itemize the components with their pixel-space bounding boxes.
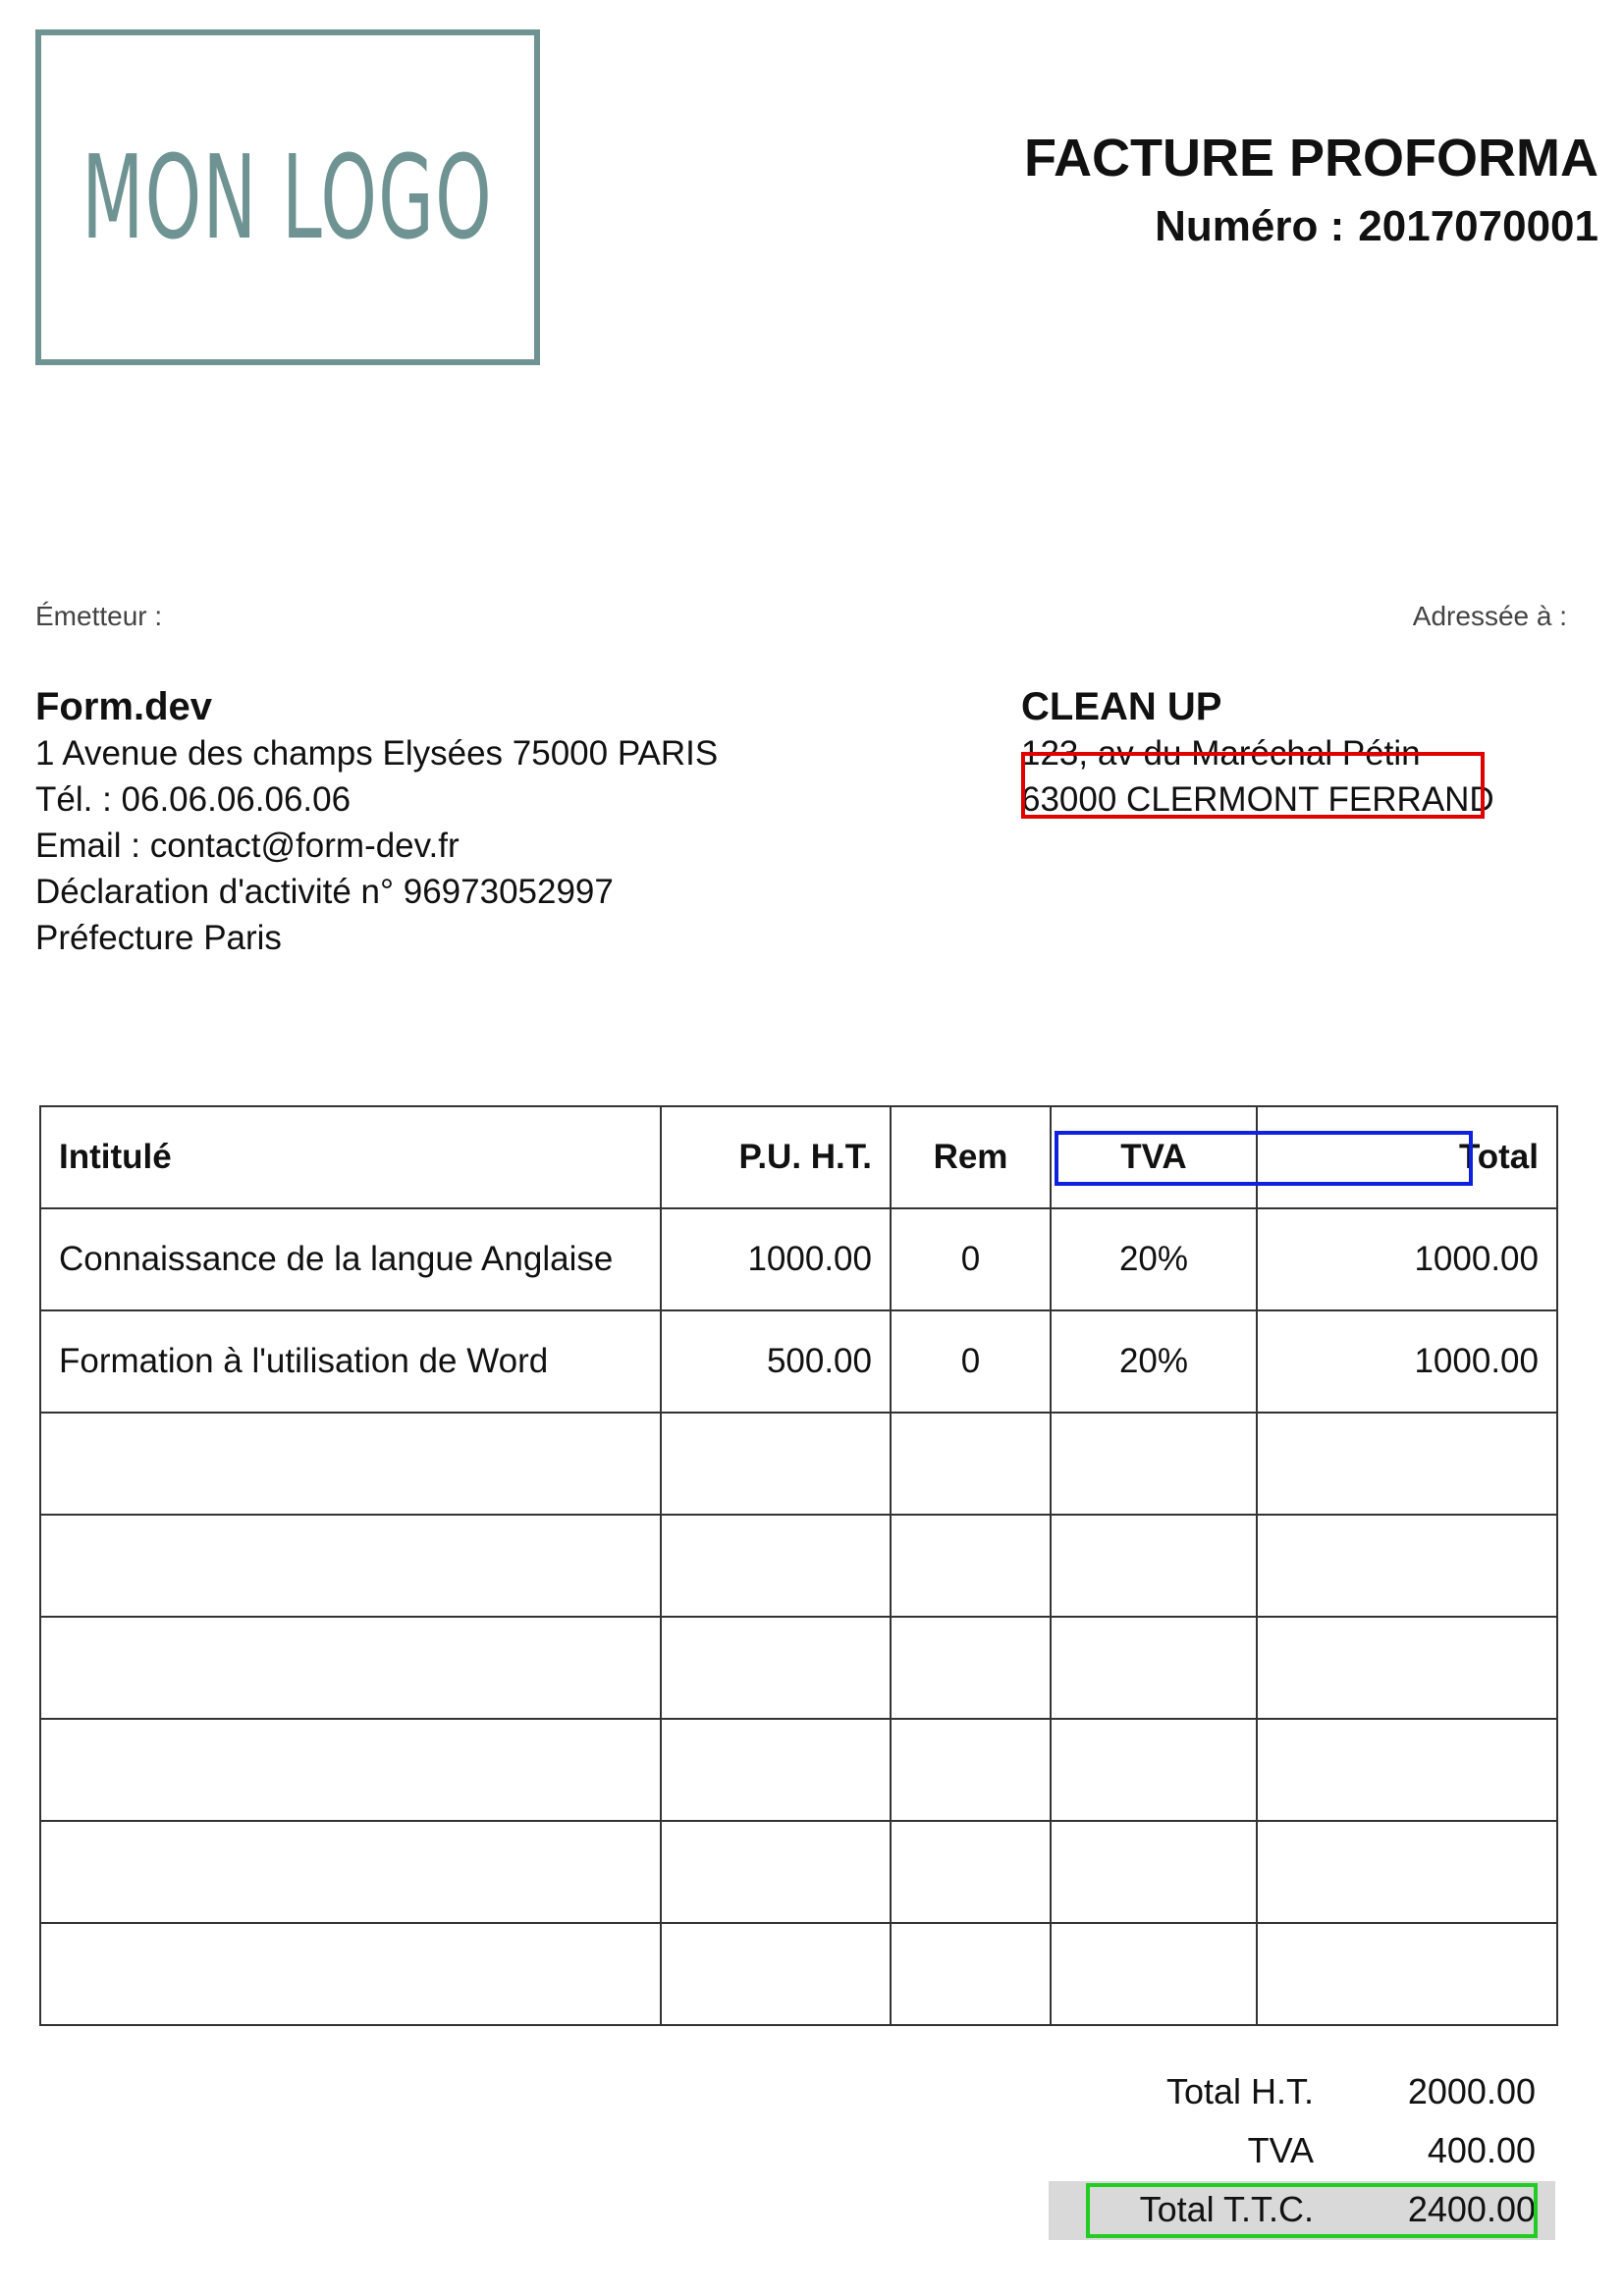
- cell-total: 1000.00: [1257, 1208, 1557, 1310]
- cell-puht: [661, 1413, 891, 1515]
- sender-prefecture: Préfecture Paris: [35, 919, 282, 957]
- cell-puht: 1000.00: [661, 1208, 891, 1310]
- table-row: [40, 1821, 1557, 1923]
- cell-tva: [1051, 1923, 1257, 2025]
- document-number-label: Numéro :: [1155, 202, 1345, 250]
- header-total: Total: [1257, 1106, 1557, 1208]
- total-tva-value: 400.00: [1427, 2130, 1536, 2170]
- header-intitule: Intitulé: [40, 1106, 661, 1208]
- logo-text: MON LOGO: [81, 130, 494, 265]
- cell-tva: [1051, 1413, 1257, 1515]
- cell-tva: [1051, 1821, 1257, 1923]
- cell-total: [1257, 1923, 1557, 2025]
- cell-total: [1257, 1617, 1557, 1719]
- table-row: [40, 1310, 1557, 1413]
- cell-tva: [1051, 1515, 1257, 1617]
- table-row: [40, 1208, 1557, 1310]
- recipient-city: 63000 CLERMONT FERRAND: [1021, 780, 1494, 819]
- table-row: [40, 1413, 1557, 1515]
- cell-tva: 20%: [1051, 1310, 1257, 1413]
- header-tva: TVA: [1051, 1106, 1257, 1208]
- total-ttc-value: 2400.00: [1407, 2189, 1536, 2229]
- sender-declaration: Déclaration d'activité n° 96973052997: [35, 873, 614, 911]
- total-ht-value: 2000.00: [1407, 2071, 1536, 2111]
- cell-tva: [1051, 1617, 1257, 1719]
- sender-name: Form.dev: [35, 685, 213, 728]
- document-title: FACTURE PROFORMA: [1024, 129, 1598, 187]
- total-tva-row: [1049, 2122, 1555, 2181]
- cell-puht: 500.00: [661, 1310, 891, 1413]
- cell-rem: [891, 1515, 1051, 1617]
- cell-total: [1257, 1515, 1557, 1617]
- cell-intitule: [40, 1923, 661, 2025]
- total-ht-label: Total H.T.: [1165, 2071, 1314, 2111]
- cell-puht: [661, 1617, 891, 1719]
- cell-rem: 0: [891, 1310, 1051, 1413]
- cell-total: 1000.00: [1257, 1310, 1557, 1413]
- total-ttc-highlight: [1086, 2183, 1538, 2238]
- document-number: [1155, 202, 1598, 251]
- cell-rem: 0: [891, 1208, 1051, 1310]
- sender-phone: Tél. : 06.06.06.06.06: [35, 780, 352, 819]
- cell-rem: [891, 1413, 1051, 1515]
- invoice-table: [39, 1105, 1558, 2026]
- table-row: [40, 1515, 1557, 1617]
- document-number-value: 2017070001: [1358, 202, 1598, 250]
- recipient-street: 123, av du Maréchal Pétin: [1021, 734, 1421, 773]
- cell-tva: 20%: [1051, 1208, 1257, 1310]
- cell-total: [1257, 1413, 1557, 1515]
- logo-box: [35, 29, 540, 365]
- table-row: [40, 1617, 1557, 1719]
- cell-intitule: [40, 1617, 661, 1719]
- cell-intitule: [40, 1719, 661, 1821]
- recipient-address-highlight: [1021, 752, 1485, 819]
- sender-email: Email : contact@form-dev.fr: [35, 827, 460, 865]
- sender-address: 1 Avenue des champs Elysées 75000 PARIS: [35, 734, 719, 773]
- header-rem: Rem: [891, 1106, 1051, 1208]
- cell-rem: [891, 1719, 1051, 1821]
- table-row: [40, 1923, 1557, 2025]
- cell-intitule: Formation à l'utilisation de Word: [40, 1310, 661, 1413]
- cell-rem: [891, 1821, 1051, 1923]
- total-ttc-label: Total T.T.C.: [1139, 2189, 1314, 2229]
- recipient-label: Adressée à :: [1412, 601, 1567, 631]
- cell-intitule: [40, 1821, 661, 1923]
- cell-intitule: [40, 1515, 661, 1617]
- recipient-name: CLEAN UP: [1021, 685, 1222, 728]
- header-tva-total-highlight: [1055, 1131, 1473, 1186]
- cell-puht: [661, 1719, 891, 1821]
- cell-intitule: [40, 1413, 661, 1515]
- cell-puht: [661, 1923, 891, 2025]
- cell-total: [1257, 1821, 1557, 1923]
- cell-intitule: Connaissance de la langue Anglaise: [40, 1208, 661, 1310]
- total-ht-row: [1049, 2063, 1555, 2122]
- sender-block: [35, 683, 718, 961]
- cell-puht: [661, 1821, 891, 1923]
- sender-label: Émetteur :: [35, 601, 163, 631]
- cell-total: [1257, 1719, 1557, 1821]
- header-puht: P.U. H.T.: [661, 1106, 891, 1208]
- cell-puht: [661, 1515, 891, 1617]
- table-row: [40, 1719, 1557, 1821]
- cell-rem: [891, 1923, 1051, 2025]
- total-tva-label: TVA: [1247, 2130, 1314, 2170]
- cell-rem: [891, 1617, 1051, 1719]
- cell-tva: [1051, 1719, 1257, 1821]
